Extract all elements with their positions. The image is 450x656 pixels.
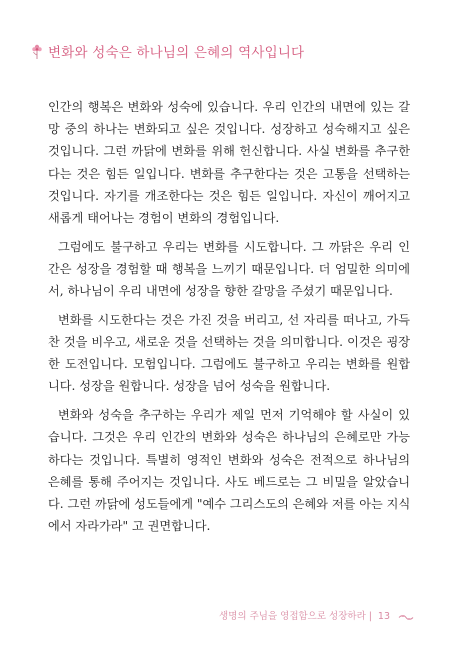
running-title: 생명의 주님을 영접함으로 성장하라 |: [219, 611, 372, 622]
chapter-title: 변화와 성숙은 하나님의 은혜의 역사입니다: [48, 45, 305, 61]
text-line: 에서 자라가라" 고 권면합니다.: [48, 519, 211, 534]
text-line: 망 중의 하나는 변화되고 싶은 것입니다. 성장하고 성숙해지고 싶은: [48, 122, 410, 137]
text-line: 인간의 행복은 변화와 성숙에 있습니다. 우리 인간의 내면에 있는 갈: [48, 100, 410, 114]
body-text: [48, 96, 410, 537]
text-line: 그럼에도 불구하고 우리는 변화를 시도합니다. 그 까닭은 우리 인: [58, 239, 410, 254]
text-line: 변화를 시도한다는 것은 가진 것을 버리고, 선 자리를 떠나고, 가득: [58, 312, 410, 327]
text-line: 하다는 것입니다. 특별히 영적인 변화와 성숙은 전적으로 하나님의: [48, 452, 410, 467]
leaf-ornament-icon: [398, 613, 414, 622]
text-line: 변화와 성숙을 추구하는 우리가 제일 먼저 기억해야 할 사실이 있: [58, 408, 410, 423]
text-line: 것입니다. 자기를 개조한다는 것은 힘든 일입니다. 자신이 깨어지고: [48, 188, 410, 203]
text-line: 서, 하나님이 우리 내면에 성장을 향한 갈망을 주셨기 때문입니다.: [48, 284, 393, 299]
text-line: 니다. 성장을 원합니다. 성장을 넘어 성숙을 원합니다.: [48, 379, 331, 394]
flower-icon: [30, 42, 44, 60]
text-line: 한 도전입니다. 모험입니다. 그럼에도 불구하고 우리는 변화를 원합: [48, 357, 410, 372]
text-line: 것입니다. 그런 까닭에 변화를 위해 헌신합니다. 사실 변화를 추구한: [48, 144, 410, 159]
text-line: 찬 것을 비우고, 새로운 것을 선택하는 것을 의미합니다. 이것은 굉장: [48, 335, 410, 350]
page-footer: [0, 607, 450, 627]
text-line: 간은 성장을 경험할 때 행복을 느끼기 때문입니다. 더 엄밀한 의미에: [48, 261, 410, 276]
text-line: 새롭게 태어나는 경험이 변화의 경험입니다.: [48, 210, 280, 225]
chapter-heading: [30, 40, 304, 62]
text-line: 은혜를 통해 주어지는 것입니다. 사도 베드로는 그 비밀을 알았습니: [48, 474, 410, 489]
page-number: 13: [377, 611, 390, 622]
text-line: 습니다. 그것은 우리 인간의 변화와 성숙은 하나님의 은혜로만 가능: [48, 430, 410, 445]
text-line: 다. 그런 까닭에 성도들에게 "예수 그리스도의 은혜와 저를 아는 지식: [48, 496, 411, 511]
text-line: 다는 것은 힘든 일입니다. 변화를 추구한다는 것은 고통을 선택하는: [48, 166, 410, 181]
